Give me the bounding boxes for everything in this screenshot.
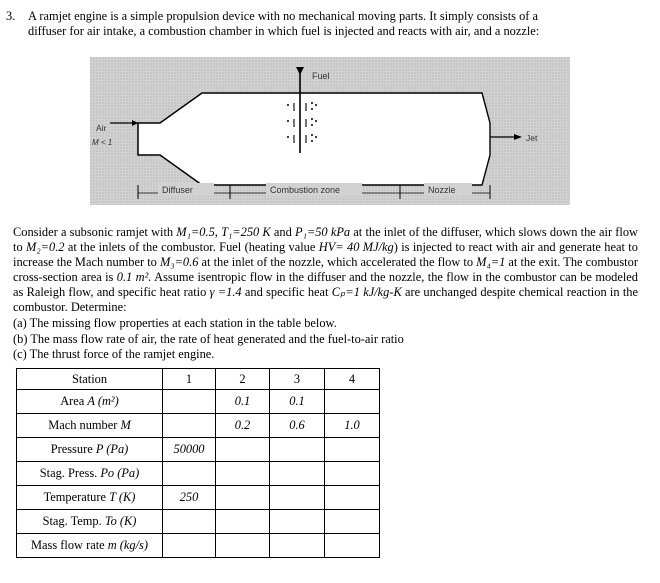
task-list [13,316,638,363]
cell: 0.2 [216,414,270,438]
task-a: (a) The missing flow properties at each station in the table below. [13,316,337,330]
cell: 0.1 [270,390,325,414]
row-label-text: Temperature [43,490,110,504]
nozzle-label: Nozzle [428,185,456,195]
row-label [17,510,163,534]
given-area: 0.1 m². [116,270,152,284]
row-label-symbol: Po (Pa) [100,466,140,480]
cell [325,390,380,414]
question-number: 3. [6,9,16,23]
table-row [17,534,380,558]
cell [216,510,270,534]
cell [163,510,216,534]
jet-label: Jet [526,133,538,143]
cell [163,414,216,438]
header-station: Station [17,369,163,390]
text-span: at the inlet of the diffuser, which slows down [350,225,578,239]
cell [270,486,325,510]
row-label [17,414,163,438]
text-span: and specific heat [241,285,329,299]
cell [325,438,380,462]
row-label-text: Mass flow rate [31,538,108,552]
combustion-label: Combustion zone [270,185,341,195]
header-station-1: 1 [163,369,216,390]
row-label-symbol: P (Pa) [95,442,129,456]
text-span: Consider a subsonic ramjet with [13,225,177,239]
cell [216,534,270,558]
cell: 1.0 [325,414,380,438]
row-label-symbol: M [120,418,131,432]
fuel-label: Fuel [312,71,330,81]
table-row [17,486,380,510]
given-hv: HV= 40 MJ/kg [318,240,394,254]
task-c: (c) The thrust force of the ramjet engine. [13,347,215,361]
cell [270,438,325,462]
text-span: at the exit. The combustor cross-section area is [13,255,638,284]
given-gamma: γ =1.4 [209,285,242,299]
row-label-text: Area [60,394,88,408]
table-row [17,438,380,462]
cell [325,486,380,510]
given-m2: M₂=0.2 [26,240,65,254]
cell [270,510,325,534]
row-label-text: Pressure [50,442,96,456]
header-station-3: 3 [270,369,325,390]
text-span: and [270,225,295,239]
station-table [16,368,380,558]
cell [270,534,325,558]
text-span: nozzle, the flow in the combustor can be modeled as Raleigh flow, and specific heat ratio [13,270,638,299]
cell [325,534,380,558]
table-row [17,510,380,534]
header-station-2: 2 [216,369,270,390]
row-label-symbol: A (m²) [87,394,119,408]
row-label [17,534,163,558]
cell [270,462,325,486]
cell: 0.6 [270,414,325,438]
text-span: Assume isentropic flow in the diffuser and the [151,270,386,284]
text-span: at the inlets of the combustor. Fuel (heating value [64,240,319,254]
cell [163,390,216,414]
cell [325,510,380,534]
given-m3: M₃=0.6 [159,255,199,269]
row-label-text: Stag. Temp. [42,514,105,528]
row-label [17,390,163,414]
text-span: the air flow to [13,225,638,254]
cell [163,462,216,486]
cell: 250 [163,486,216,510]
engine-outline [138,93,490,185]
row-label [17,486,163,510]
row-label-symbol: m (kg/s) [107,538,148,552]
text-span: to [463,255,477,269]
diffuser-label: Diffuser [162,185,193,195]
task-b: (b) The mass flow rate of air, the rate of heat generated and the fuel-to-air ratio [13,331,404,346]
cell [216,486,270,510]
row-label [17,438,163,462]
table-header-row [17,369,380,390]
cell [325,462,380,486]
intro-line-1: A ramjet engine is a simple propulsion device with no mechanical moving parts. It simply consists of a [28,9,538,23]
cell [163,534,216,558]
row-label-symbol: To (K) [104,514,137,528]
given-m1-t1: M₁=0.5, T₁=250 K [176,225,271,239]
row-label-text: Stag. Press. [39,466,101,480]
mach-label: M < 1 [92,138,113,147]
text-span: are unchanged despite chemical reaction in the combustor. Determine: [13,285,638,314]
row-label-symbol: T (K) [109,490,136,504]
air-label: Air [96,123,107,133]
given-m4: M₄=1 [476,255,506,269]
row-label [17,462,163,486]
given-p1: P₁=50 kPa [295,225,351,239]
table-row [17,414,380,438]
table-row [17,390,380,414]
text-span: ) is injected to react with [393,240,518,254]
cell [216,462,270,486]
cell: 0.1 [216,390,270,414]
row-label-text: Mach number [48,418,121,432]
ramjet-diagram [90,57,570,205]
given-cp: Cₚ=1 kJ/kg-K [331,285,402,299]
cell: 50000 [163,438,216,462]
intro-line-2: diffuser for air intake, a combustion chamber in which fuel is injected and reacts with air, and a nozzle: [28,24,540,38]
cell [216,438,270,462]
header-station-4: 4 [325,369,380,390]
problem-statement [13,225,638,315]
question-intro [6,9,654,39]
text-span: at the inlet of the nozzle, which accelerated the flow [198,255,461,269]
text-span: air and generate heat to increase the Mach number to [13,240,638,269]
table-row [17,462,380,486]
